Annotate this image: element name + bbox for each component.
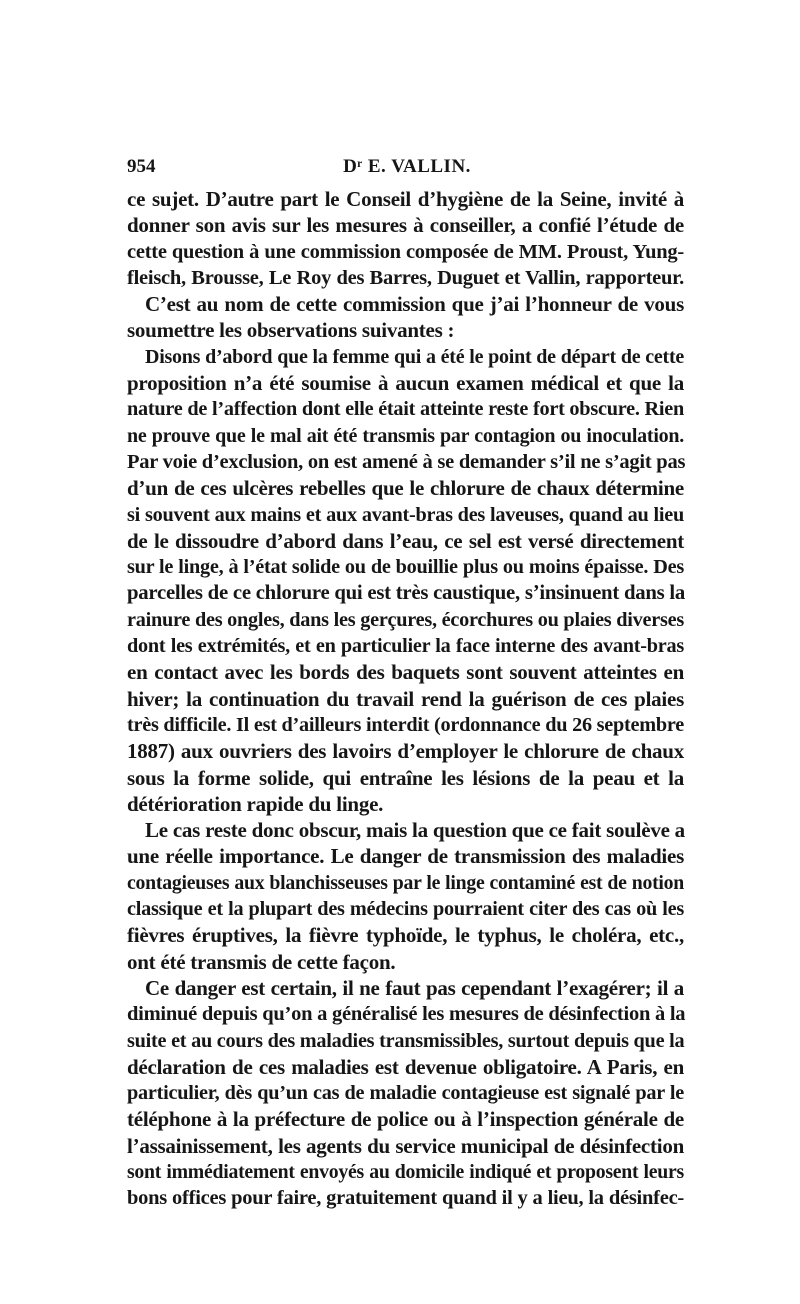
text-line: classique et la plupart des médecins pourraient citer des cas où les	[127, 898, 684, 921]
text-line: déclaration de ces maladies est devenue obligatoire. A Paris, en	[127, 1054, 684, 1079]
text-line: très difficile. Il est d’ailleurs interdit (ordonnance du 26 septembre	[127, 713, 684, 736]
text-line: diminué depuis qu’on a généralisé les mesures de désinfection à la	[127, 1003, 686, 1026]
text-line: sous la forme solide, qui entraîne les lésions de la peau et la	[127, 765, 684, 790]
body-text	[127, 186, 684, 1212]
running-head: Dʳ E. VALLIN.	[343, 156, 471, 177]
text-line: nature de l’affection dont elle était atteinte reste fort obscure. Rien	[127, 398, 684, 421]
text-line: sont immédiatement envoyés au domicile indiqué et proposent leurs	[127, 1160, 684, 1183]
text-line: de le dissoudre d’abord dans l’eau, ce sel est versé directement	[127, 528, 684, 553]
text-line: rainure des ongles, dans les gerçures, écorchures ou plaies diverses	[127, 608, 684, 631]
text-line: donner son avis sur les mesures à conseiller, a confié l’étude de	[127, 213, 684, 238]
text-line: si souvent aux mains et aux avant-bras des laveuses, quand au lieu	[127, 503, 684, 526]
text-line: parcelles de ce chlorure qui est très caustique, s’insinuent dans la	[127, 582, 686, 605]
text-line: fièvres éruptives, la fièvre typhoïde, le typhus, le choléra, etc.,	[127, 923, 684, 948]
text-line: en contact avec les bords des baquets sont souvent atteintes en	[127, 660, 684, 685]
text-line: dont les extrémités, et en particulier la face interne des avant-bras	[127, 635, 684, 658]
text-line: Ce danger est certain, il ne faut pas cependant l’exagérer; il a	[145, 975, 684, 1000]
text-line: proposition n’a été soumise à aucun examen médical et que la	[127, 371, 684, 396]
text-line: Par voie d’exclusion, on est amené à se demander s’il ne s’agit pas	[127, 450, 686, 473]
text-line: Le cas reste donc obscur, mais la question que ce fait soulève a	[145, 818, 685, 843]
text-line: une réelle importance. Le danger de transmission des maladies	[127, 844, 684, 869]
text-line: ne prouve que le mal ait été transmis par contagion ou inoculation.	[127, 424, 684, 447]
page-number: 954	[127, 156, 156, 177]
text-line: soumettre les observations suivantes :	[127, 318, 455, 343]
text-line: sur le linge, à l’état solide ou de bouillie plus ou moins épaisse. Des	[127, 556, 684, 579]
text-line: contagieuses aux blanchisseuses par le linge contaminé est de notion	[127, 871, 684, 894]
text-line: cette question à une commission composée de MM. Proust, Yung-	[127, 240, 684, 263]
text-line: particulier, dès qu’un cas de maladie contagieuse est signalé par le	[127, 1082, 684, 1105]
text-line: hiver; la continuation du travail rend la guérison de ces plaies	[127, 686, 684, 711]
text-line: fleisch, Brousse, Le Roy des Barres, Duguet et Vallin, rapporteur.	[127, 266, 684, 289]
text-line: d’un de ces ulcères rebelles que le chlorure de chaux détermine	[127, 476, 684, 501]
text-line: C’est au nom de cette commission que j’ai l’honneur de vous	[145, 292, 684, 317]
text-line: bons offices pour faire, gratuitement quand il y a lieu, la désinfec-	[127, 1187, 684, 1210]
text-line: ce sujet. D’autre part le Conseil d’hygiène de la Seine, invité à	[127, 187, 684, 211]
text-line: 1887) aux ouvriers des lavoirs d’employer le chlorure de chaux	[127, 739, 684, 764]
text-line: ont été transmis de cette façon.	[127, 949, 396, 974]
text-line: détérioration rapide du linge.	[127, 791, 384, 816]
text-line: téléphone à la préfecture de police ou à l’inspection générale de	[127, 1107, 684, 1132]
page-header	[127, 156, 687, 184]
text-line: l’assainissement, les agents du service municipal de désinfection	[127, 1133, 684, 1158]
text-line: suite et au cours des maladies transmissibles, surtout depuis que la	[127, 1029, 685, 1052]
text-line: Disons d’abord que la femme qui a été le point de départ de cette	[145, 345, 684, 368]
